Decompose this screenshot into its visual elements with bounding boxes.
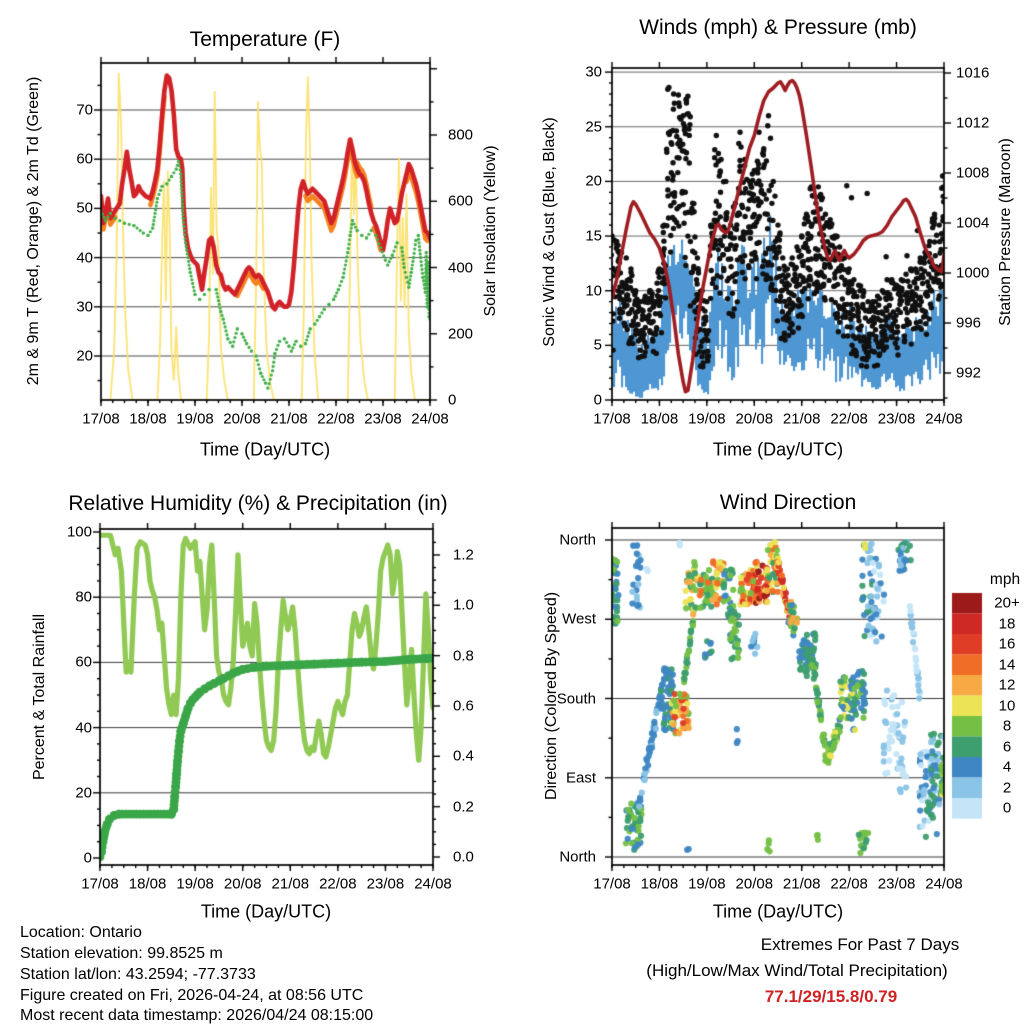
direction-x-tick: 23/08 bbox=[877, 875, 916, 893]
legend-speed-tick: 2 bbox=[1002, 779, 1012, 797]
temp-x-tick: 22/08 bbox=[317, 410, 355, 428]
pressure-y-tick: 1004 bbox=[956, 214, 990, 232]
panel-title-winds-pressure: Winds (mph) & Pressure (mb) bbox=[639, 16, 917, 39]
y-label-temperature-left: 2m & 9m T (Red, Orange) & 2m Td (Green) bbox=[25, 76, 42, 386]
wind-x-tick: 24/08 bbox=[925, 410, 963, 428]
extremes-values: 77.1/29/15.8/0.79 bbox=[764, 987, 898, 1006]
wind-y-tick: 10 bbox=[585, 282, 602, 300]
temp-y-tick: 30 bbox=[76, 298, 93, 316]
wind-x-tick: 17/08 bbox=[593, 410, 631, 428]
precip-y-tick: 0.6 bbox=[453, 697, 474, 715]
insolation-y-tick: 600 bbox=[448, 192, 474, 210]
footer-created: Figure created on Fri, 2026-04-24, at 08:56 UTC bbox=[20, 987, 364, 1004]
wind-x-tick: 20/08 bbox=[735, 410, 774, 428]
wind-y-tick: 15 bbox=[585, 227, 602, 245]
humidity-x-tick: 21/08 bbox=[271, 875, 310, 893]
precip-y-tick: 0.0 bbox=[453, 848, 474, 866]
footer-latlon: Station lat/lon: 43.2594; -77.3733 bbox=[20, 966, 256, 983]
legend-speed-tick: 12 bbox=[998, 676, 1016, 694]
y-label-wind-gust: Sonic Wind & Gust (Blue, Black) bbox=[541, 117, 558, 347]
footer-timestamp: Most recent data timestamp: 2026/04/24 08:15:00 bbox=[20, 1007, 374, 1024]
humidity-x-tick: 18/08 bbox=[128, 875, 167, 893]
humidity-x-tick: 17/08 bbox=[81, 875, 119, 893]
direction-x-tick: 24/08 bbox=[925, 875, 963, 893]
panel-title-humidity: Relative Humidity (%) & Precipitation (in) bbox=[68, 492, 448, 515]
pressure-y-tick: 992 bbox=[956, 364, 982, 382]
x-label-humidity: Time (Day/UTC) bbox=[200, 901, 332, 922]
extremes-subtitle: (High/Low/Max Wind/Total Precipitation) bbox=[646, 961, 948, 980]
direction-y-tick: West bbox=[562, 610, 596, 628]
humidity-x-tick: 24/08 bbox=[414, 875, 452, 893]
temp-x-tick: 24/08 bbox=[411, 410, 449, 428]
legend-speed-tick: 8 bbox=[1002, 717, 1012, 735]
panel-title-wind-direction: Wind Direction bbox=[719, 491, 857, 514]
insolation-y-tick: 400 bbox=[448, 259, 474, 276]
temp-y-tick: 20 bbox=[76, 347, 93, 365]
temp-y-tick: 70 bbox=[76, 101, 93, 119]
y-label-solar-insolation: Solar Insolation (Yellow) bbox=[482, 145, 499, 317]
x-label-winds: Time (Day/UTC) bbox=[712, 439, 844, 460]
direction-y-tick: East bbox=[565, 769, 596, 787]
pressure-y-tick: 1016 bbox=[956, 64, 990, 82]
direction-x-tick: 20/08 bbox=[735, 875, 774, 893]
precip-y-tick: 1.0 bbox=[453, 596, 474, 614]
insolation-y-tick: 800 bbox=[448, 126, 474, 144]
humidity-x-tick: 20/08 bbox=[223, 875, 262, 893]
wind-y-tick: 25 bbox=[585, 118, 602, 136]
temp-x-tick: 21/08 bbox=[270, 410, 308, 428]
pressure-y-tick: 1000 bbox=[956, 264, 990, 282]
temp-x-tick: 20/08 bbox=[223, 410, 261, 428]
precip-y-tick: 0.8 bbox=[453, 647, 474, 665]
temp-x-tick: 17/08 bbox=[82, 410, 120, 428]
insolation-y-tick: 0 bbox=[448, 391, 457, 409]
direction-x-tick: 21/08 bbox=[782, 875, 821, 893]
direction-y-tick: North bbox=[559, 531, 596, 549]
precip-y-tick: 1.2 bbox=[453, 546, 474, 564]
wind-y-tick: 20 bbox=[585, 172, 602, 190]
humidity-x-tick: 23/08 bbox=[366, 875, 405, 893]
insolation-y-tick: 200 bbox=[448, 325, 474, 343]
direction-x-tick: 18/08 bbox=[640, 875, 679, 893]
legend-speed-tick: 14 bbox=[998, 656, 1016, 674]
temp-y-tick: 40 bbox=[76, 249, 93, 267]
direction-y-tick: South bbox=[556, 690, 596, 707]
footer-location: Location: Ontario bbox=[20, 924, 142, 941]
legend-speed-tick: 4 bbox=[1002, 758, 1012, 776]
wind-y-tick: 5 bbox=[593, 336, 602, 354]
pressure-y-tick: 1008 bbox=[956, 164, 990, 182]
wind-x-tick: 19/08 bbox=[688, 410, 726, 428]
x-label-direction: Time (Day/UTC) bbox=[712, 901, 844, 922]
y-label-station-pressure: Station Pressure (Maroon) bbox=[997, 138, 1014, 326]
legend-title-mph: mph bbox=[989, 571, 1021, 588]
humidity-y-tick: 60 bbox=[75, 653, 92, 671]
humidity-x-tick: 22/08 bbox=[319, 875, 357, 893]
humidity-y-tick: 0 bbox=[83, 849, 92, 867]
temp-y-tick: 60 bbox=[76, 150, 93, 168]
humidity-y-tick: 100 bbox=[66, 523, 92, 541]
wind-y-tick: 0 bbox=[593, 391, 602, 409]
pressure-y-tick: 1012 bbox=[956, 114, 990, 132]
pressure-y-tick: 996 bbox=[956, 314, 982, 332]
wind-x-tick: 21/08 bbox=[782, 410, 821, 428]
wind-x-tick: 18/08 bbox=[640, 410, 679, 428]
legend-speed-tick: 6 bbox=[1002, 738, 1012, 756]
temp-x-tick: 18/08 bbox=[129, 410, 167, 428]
precip-y-tick: 0.4 bbox=[453, 747, 474, 765]
humidity-y-tick: 80 bbox=[75, 588, 92, 606]
wind-x-tick: 23/08 bbox=[877, 410, 916, 428]
direction-x-tick: 19/08 bbox=[688, 875, 726, 893]
x-label-temperature: Time (Day/UTC) bbox=[199, 439, 331, 460]
humidity-y-tick: 40 bbox=[75, 719, 92, 737]
direction-x-tick: 17/08 bbox=[593, 875, 631, 893]
wind-x-tick: 22/08 bbox=[830, 410, 868, 428]
temp-x-tick: 19/08 bbox=[176, 410, 214, 428]
extremes-heading: Extremes For Past 7 Days bbox=[760, 935, 960, 954]
panel-title-temperature: Temperature (F) bbox=[189, 28, 341, 51]
legend-speed-tick: 18 bbox=[998, 615, 1016, 633]
humidity-y-tick: 20 bbox=[75, 784, 92, 802]
y-label-percent-rainfall: Percent & Total Rainfall bbox=[31, 613, 48, 781]
legend-speed-tick: 20+ bbox=[994, 594, 1020, 612]
wind-y-tick: 30 bbox=[585, 63, 602, 81]
temp-y-tick: 50 bbox=[76, 199, 93, 217]
precip-y-tick: 0.2 bbox=[453, 798, 474, 816]
legend-speed-tick: 10 bbox=[998, 697, 1016, 715]
legend-speed-tick: 16 bbox=[998, 635, 1016, 653]
footer-elevation: Station elevation: 99.8525 m bbox=[20, 945, 223, 962]
legend-speed-tick: 0 bbox=[1002, 799, 1012, 817]
direction-x-tick: 22/08 bbox=[830, 875, 868, 893]
temp-x-tick: 23/08 bbox=[364, 410, 402, 428]
direction-y-tick: North bbox=[559, 848, 596, 866]
humidity-x-tick: 19/08 bbox=[176, 875, 214, 893]
y-label-direction: Direction (Colored By Speed) bbox=[543, 591, 560, 801]
